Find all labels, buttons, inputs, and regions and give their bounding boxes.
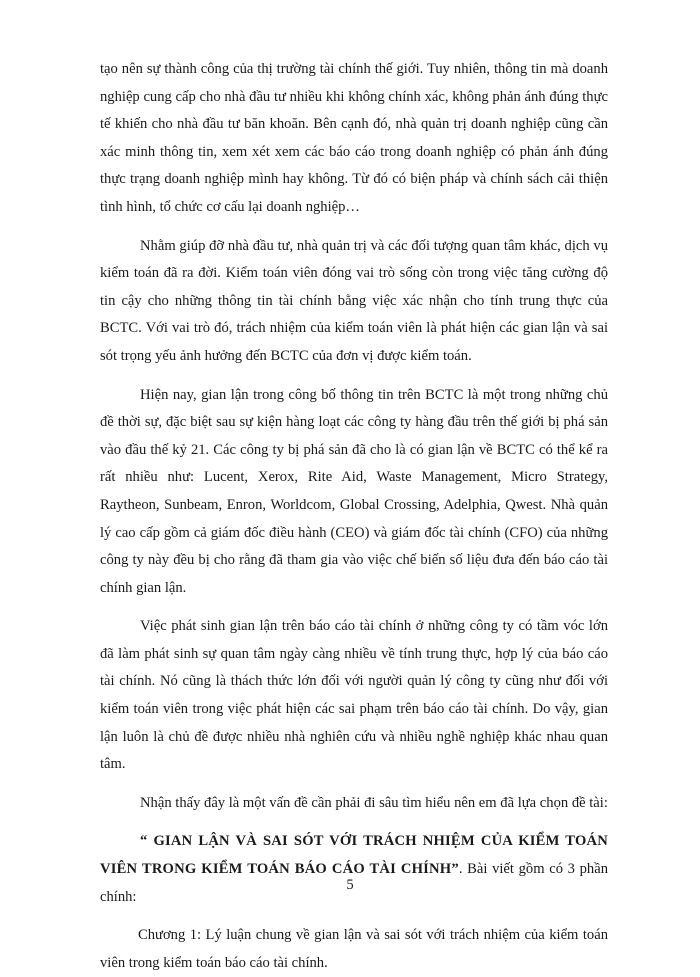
topic-title: “ GIAN LẬN VÀ SAI SÓT VỚI TRÁCH NHIỆM CỦA KIỂM TOÁN VIÊN TRONG KIỂM TOÁN BÁO CÁO TÀI CHÍNH” — [100, 833, 608, 878]
paragraph-intro: tạo nên sự thành công của thị trường tài chính thế giới. Tuy nhiên, thông tin mà doanh nghiệp cung cấp cho nhà đầu tư nhiều khi không chính xác, không phản ánh đúng thực tế khiến cho nhà đầu tư băn khoăn. Bên cạnh đó, nhà quản trị doanh nghiệp cũng cần xác minh thông tin, xem xét xem các báo cáo trong doanh nghiệp có phản ánh đúng thực trạng doanh nghiệp mình hay không. Từ đó có biện pháp và chính sách cải thiện tình hình, tổ chức cơ cấu lại doanh nghiệp… — [100, 61, 608, 215]
paragraph-topic-title — [100, 828, 608, 911]
paragraph-audit-role: Nhằm giúp đỡ nhà đầu tư, nhà quản trị và các đối tượng quan tâm khác, dịch vụ kiểm toán đã ra đời. Kiểm toán viên đóng vai trò sống còn trong việc tăng cường độ tin cậy cho những thông tin tài chính bằng việc xác nhận cho tính trung thực của BCTC. Với vai trò đó, trách nhiệm của kiểm toán viên là phát hiện các gian lận và sai sót trọng yếu ảnh hưởng đến BCTC của đơn vị được kiểm toán. — [100, 237, 608, 364]
page-number: 5 — [346, 877, 354, 893]
topic-suffix: . Bài viết gồm có 3 phần chính: — [100, 861, 608, 905]
paragraph-fraud-concern: Việc phát sinh gian lận trên báo cáo tài chính ở những công ty có tầm vóc lớn đã làm phát sinh sự quan tâm ngày càng nhiều về tính trung thực, hợp lý của báo cáo tài chính. Nó cũng là thách thức lớn đối với người quản lý công ty cũng như đối với kiểm toán viên trong việc phát hiện các sai phạm trên báo cáo tài chính. Do vậy, gian lận luôn là chủ đề được nhiều nhà nghiên cứu và nhiều nghề nghiệp khác nhau quan tâm. — [100, 618, 608, 773]
paragraph-chapter-1: Chương 1: Lý luận chung về gian lận và sai sót với trách nhiệm của kiểm toán viên trong kiểm toán báo cáo tài chính. — [100, 927, 608, 971]
paragraph-topic-choice: Nhận thấy đây là một vấn đề cần phải đi sâu tìm hiểu nên em đã lựa chọn đề tài: — [140, 794, 608, 811]
paragraph-fraud-news: Hiện nay, gian lận trong công bố thông tin trên BCTC là một trong những chủ đề thời sự, đặc biệt sau sự kiện hàng loạt các công ty hàng đầu trên thế giới bị phá sản vào đầu thế kỷ 21. Các công ty bị phá sản đã cho là có gian lận về BCTC có thể kể ra rất nhiều như: Lucent, Xerox, Rite Aid, Waste Management, Micro Strategy, Raytheon, Sunbeam, Enron, Worldcom, Global Crossing, Adelphia, Qwest. Nhà quản lý cao cấp gồm cả giám đốc điều hành (CEO) và giám đốc tài chính (CFO) của những công ty này đều bị cho rằng đã tham gia vào việc chế biến số liệu đưa đến báo cáo tài chính gian lận. — [100, 386, 608, 596]
